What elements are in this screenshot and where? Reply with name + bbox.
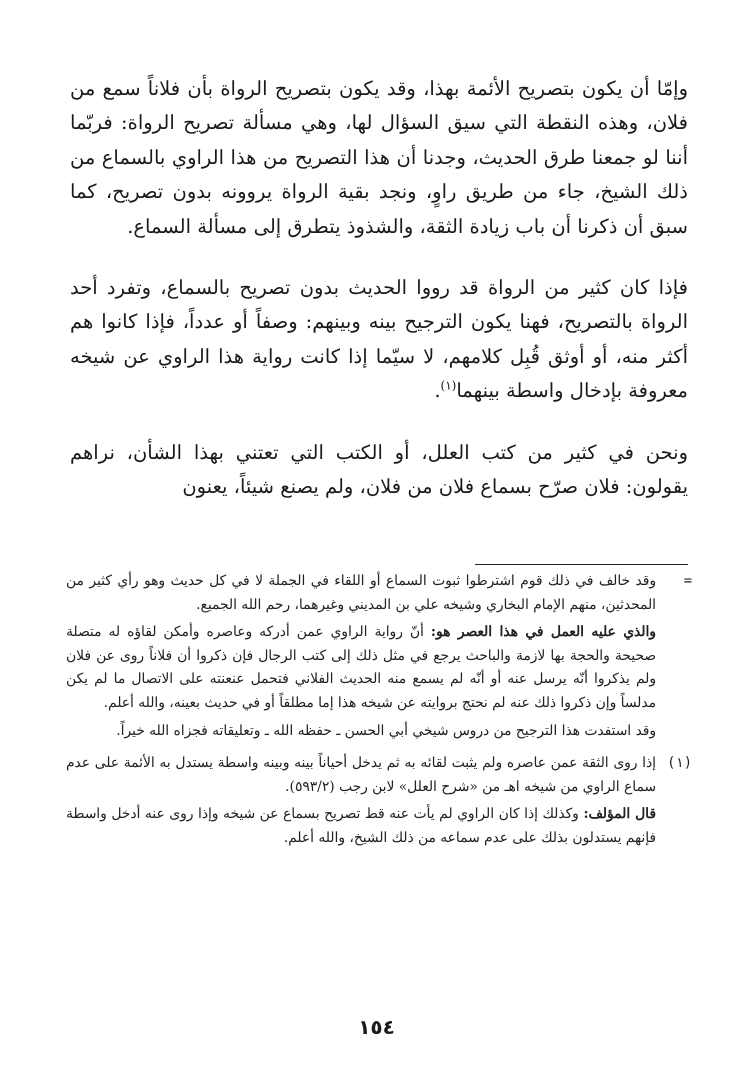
paragraph-3: ونحن في كثير من كتب العلل، أو الكتب التي تعتني بهذا الشأن، نراهم يقولون: فلان صرّح بسماع فلان من فلان، ولم يصنع شيئاً، يعنون [70,440,688,499]
continuation-paragraph-3: وقد استفدت هذا الترجيح من دروس شيخي أبي الحسن ـ حفظه الله ـ وتعليقاته فجزاه الله خيراً. [116,722,656,739]
continuation-paragraph-2 [66,621,656,715]
page-number: ١٥٤ [358,1015,395,1039]
continuation-paragraph-1: وقد خالف في ذلك قوم اشترطوا ثبوت السماع أو اللقاء في الجملة لا في كل حديث وهو رأي كثير من المحدثين، منهم الإمام البخاري وشيخه علي بن المديني وغيرهما، رحم الله الجميع. [66,573,656,613]
footnote-continuation [66,570,692,743]
paragraph-2 [70,271,688,409]
footnote-reference-1[interactable]: (١) [440,378,457,393]
continuation-paragraph-2-text: أنّ رواية الراوي عمن أدركه وعاصره وأمكن لقاؤه له متصلة صحيحة والحجة بها لازمة والباحث يرجع في مثل ذلك إلى كتب الرجال فإن ذكروا أن فلاناً روى عن فلان ولم يذكروا أنّه يرسل عنه أو أنّه لم يسمع منه الحديث الفلاني فتحمل عنعنته على الاتصال ما لم يكن مدلساً وإن ذكروا ذلك عنه لم نحتج بروايته عن شيخه هذا إما مطلقاً أو في حديث بعينه، والله أعلم. [66,624,656,711]
footnote-1 [66,752,692,850]
paragraph-2-text: فإذا كان كثير من الرواة قد رووا الحديث بدون تصريح بالسماع، وتفرد أحد الرواة بالتصريح، فهنا يكون الترجيح بينه وبينهم: وصفاً أو عدداً، فإذا كانوا هم أكثر منه، أو أوثق قُبِل كلامهم، لا سيّما إذا كانت رواية هذا الراوي عن شيخه معروفة بإدخال واسطة بينهما [70,276,688,403]
continuation-heading: والذي عليه العمل في هذا العصر هو: [430,624,656,641]
paragraph-2-end: . [434,379,441,403]
footnote-1-paragraph-1: إذا روى الثقة عمن عاصره ولم يثبت لقائه به ثم يدخل أحياناً بينه وبينه واسطة يستدل به الأئمة على عدم سماع الراوي من شيخه اهـ من «شرح العلل» لابن رجب (٥٩٣/٢). [66,755,656,795]
main-text [70,72,688,504]
footnote-1-paragraph-2-text: وكذلك إذا كان الراوي لم يأت عنه قط تصريح بسماع عن شيخه وإذا روى عنه أدخل واسطة فإنهم يستدلون بذلك على عدم سماعه من ذلك الشيخ، والله أعلم. [66,806,656,846]
footnote-divider [475,564,688,565]
paragraph-1: وإمّا أن يكون بتصريح الأئمة بهذا، وقد يكون بتصريح الرواة بأن فلاناً سمع من فلان، وهذه النقطة التي سيق السؤال لها، وهي مسألة تصريح الرواة: فربّما أننا لو جمعنا طرق الحديث، وجدنا أن هذا التصريح من هذا الراوي بالسماع من ذلك الشيخ، جاء من طريق راوٍ، ونجد بقية الرواة يروونه بدون تصريح، كما سبق أن ذكرنا أن باب زيادة الثقة، والشذوذ يتطرق إلى مسألة السماع. [70,77,688,238]
continuation-mark: = [683,573,692,589]
footnote-1-paragraph-2 [66,803,656,850]
author-label: قال المؤلف: [583,806,656,823]
footnote-1-marker: (١) [667,755,692,772]
footnotes [66,570,692,851]
